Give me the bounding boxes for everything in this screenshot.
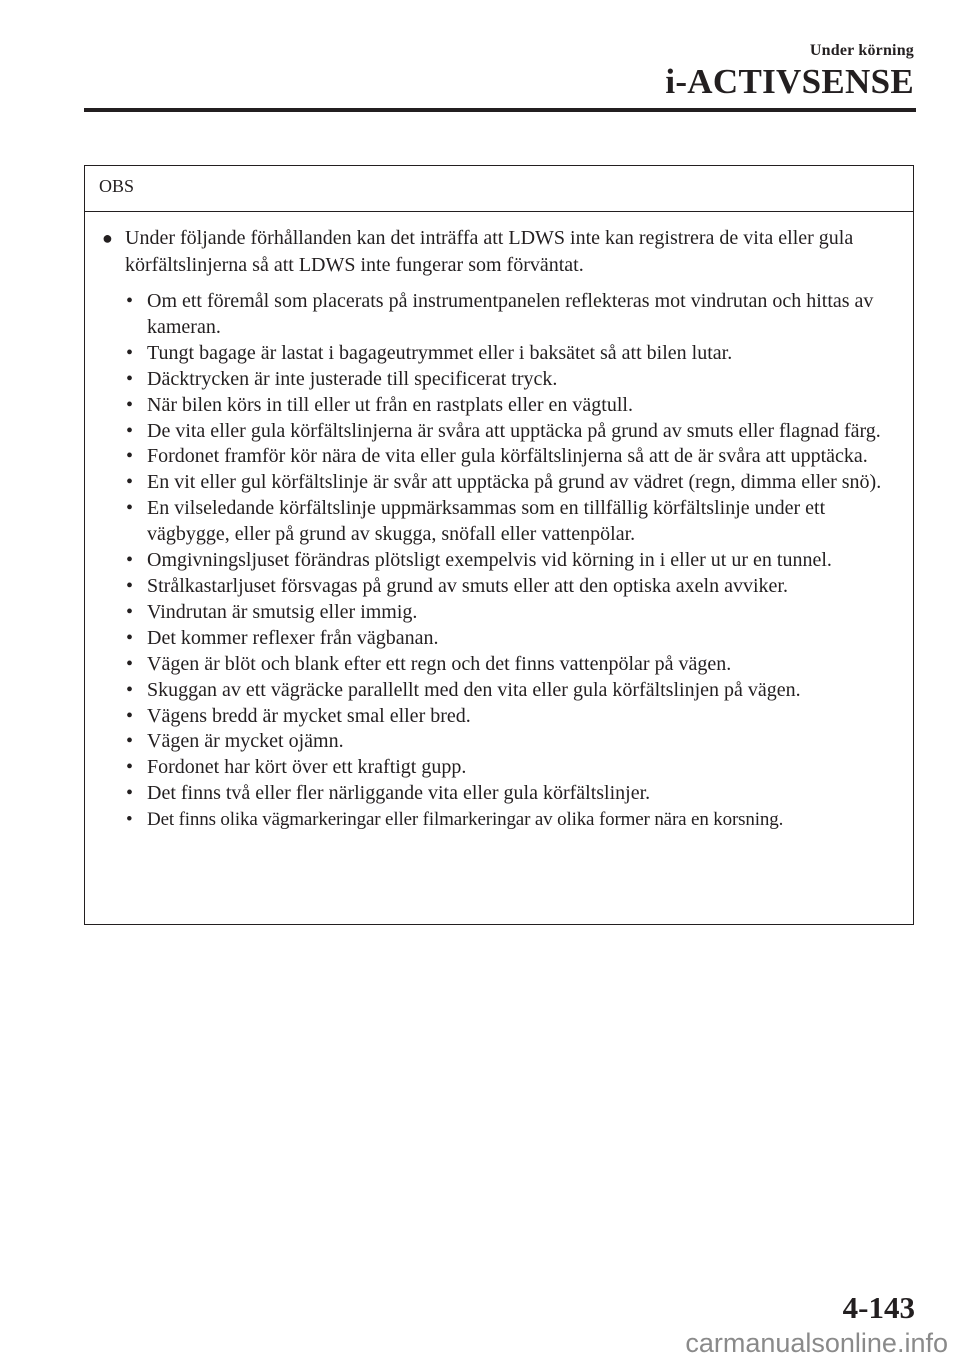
- list-item: [98, 574, 899, 600]
- list-item-text: Fordonet framför kör nära de vita eller gula körfältslinjerna så att de är svåra att upptäcka.: [147, 445, 868, 468]
- bullet-icon: •: [126, 393, 134, 416]
- bullet-icon: •: [126, 704, 134, 727]
- list-item: [98, 341, 899, 367]
- main-bullet-text: Under följande förhållanden kan det inträffa att LDWS inte kan registrera de vita eller gula körfältslinjerna så att LDWS inte fungerar som förväntat.: [125, 227, 854, 276]
- list-item-text: Vägens bredd är mycket smal eller bred.: [147, 704, 471, 727]
- bullet-icon: •: [126, 445, 134, 468]
- list-item-text: När bilen körs in till eller ut från en rastplats eller en vägtull.: [147, 393, 633, 416]
- bullet-icon: •: [126, 549, 134, 572]
- bullet-icon: •: [126, 756, 134, 779]
- round-bullet-icon: ●: [102, 228, 113, 248]
- list-item: [98, 419, 899, 445]
- bullet-icon: •: [126, 730, 134, 753]
- bullet-icon: •: [126, 782, 134, 805]
- list-item-text: Däcktrycken är inte justerade till specificerat tryck.: [147, 367, 558, 390]
- main-bullet-item: [98, 225, 899, 279]
- list-item-text: Vägen är blöt och blank efter ett regn och det finns vattenpölar på vägen.: [147, 652, 732, 675]
- list-item-text: De vita eller gula körfältslinjerna är svåra att upptäcka på grund av smuts eller flagnad färg.: [147, 419, 881, 442]
- list-item: [98, 678, 899, 704]
- note-heading: OBS: [85, 166, 913, 212]
- section-title: Under körning: [809, 42, 914, 59]
- footer-watermark: carmanualsonline.info: [685, 1328, 948, 1358]
- bullet-icon: •: [126, 809, 133, 831]
- list-item-text: En vit eller gul körfältslinje är svår att upptäcka på grund av vädret (regn, dimma eller snö).: [147, 471, 882, 494]
- bullet-icon: •: [126, 652, 134, 675]
- bullet-icon: •: [126, 341, 134, 364]
- header-rule: [84, 108, 916, 112]
- list-item-text: Tungt bagage är lastat i bagageutrymmet eller i baksätet så att bilen lutar.: [147, 341, 733, 364]
- list-item: [98, 755, 899, 781]
- bullet-icon: •: [126, 471, 134, 494]
- list-item-text: Vindrutan är smutsig eller immig.: [147, 600, 418, 623]
- list-item-text: Omgivningsljuset förändras plötsligt exempelvis vid körning in i eller ut ur en tunnel.: [147, 549, 832, 572]
- list-item-text: Det kommer reflexer från vägbanan.: [147, 626, 439, 649]
- bullet-icon: •: [126, 574, 134, 597]
- list-item-text: En vilseledande körfältslinje uppmärksammas som en tillfällig körfältslinje under ett vägbygge, eller på grund av skugga, snöfall eller vattenpölar.: [147, 497, 826, 546]
- list-item: [98, 289, 899, 341]
- list-item: [98, 548, 899, 574]
- list-item: [98, 444, 899, 470]
- list-item: [98, 807, 899, 833]
- list-item: [98, 470, 899, 496]
- list-item: [98, 496, 899, 548]
- list-item: [98, 704, 899, 730]
- bullet-icon: •: [126, 626, 134, 649]
- bullet-icon: •: [126, 290, 134, 312]
- list-item-text: Om ett föremål som placerats på instrumentpanelen reflekteras mot vindrutan och hittas av kameran.: [147, 290, 874, 338]
- list-item-text: Skuggan av ett vägräcke parallellt med den vita eller gula körfältslinjen på vägen.: [147, 678, 801, 701]
- chapter-title: i-ACTIVSENSE: [665, 62, 914, 101]
- list-item-text: Det finns två eller fler närliggande vita eller gula körfältslinjer.: [147, 782, 651, 805]
- bullet-icon: •: [126, 497, 134, 520]
- condition-list: [98, 289, 899, 833]
- page-number: 4-143: [842, 1290, 915, 1325]
- note-body: [85, 212, 913, 833]
- list-item: [98, 729, 899, 755]
- bullet-icon: •: [126, 419, 134, 442]
- list-item: [98, 393, 899, 419]
- list-item-text: Vägen är mycket ojämn.: [147, 730, 344, 753]
- bullet-icon: •: [126, 367, 134, 390]
- list-item: [98, 600, 899, 626]
- list-item-text: Fordonet har kört över ett kraftigt gupp.: [147, 756, 467, 779]
- list-item-text: Strålkastarljuset försvagas på grund av smuts eller att den optiska axeln avviker.: [147, 574, 788, 597]
- list-item: [98, 652, 899, 678]
- list-item: [98, 626, 899, 652]
- note-box: [84, 165, 914, 925]
- list-item-text: Det finns olika vägmarkeringar eller filmarkeringar av olika former nära en korsning.: [147, 809, 784, 831]
- list-item: [98, 367, 899, 393]
- bullet-icon: •: [126, 678, 134, 701]
- list-item: [98, 781, 899, 807]
- bullet-icon: •: [126, 600, 134, 623]
